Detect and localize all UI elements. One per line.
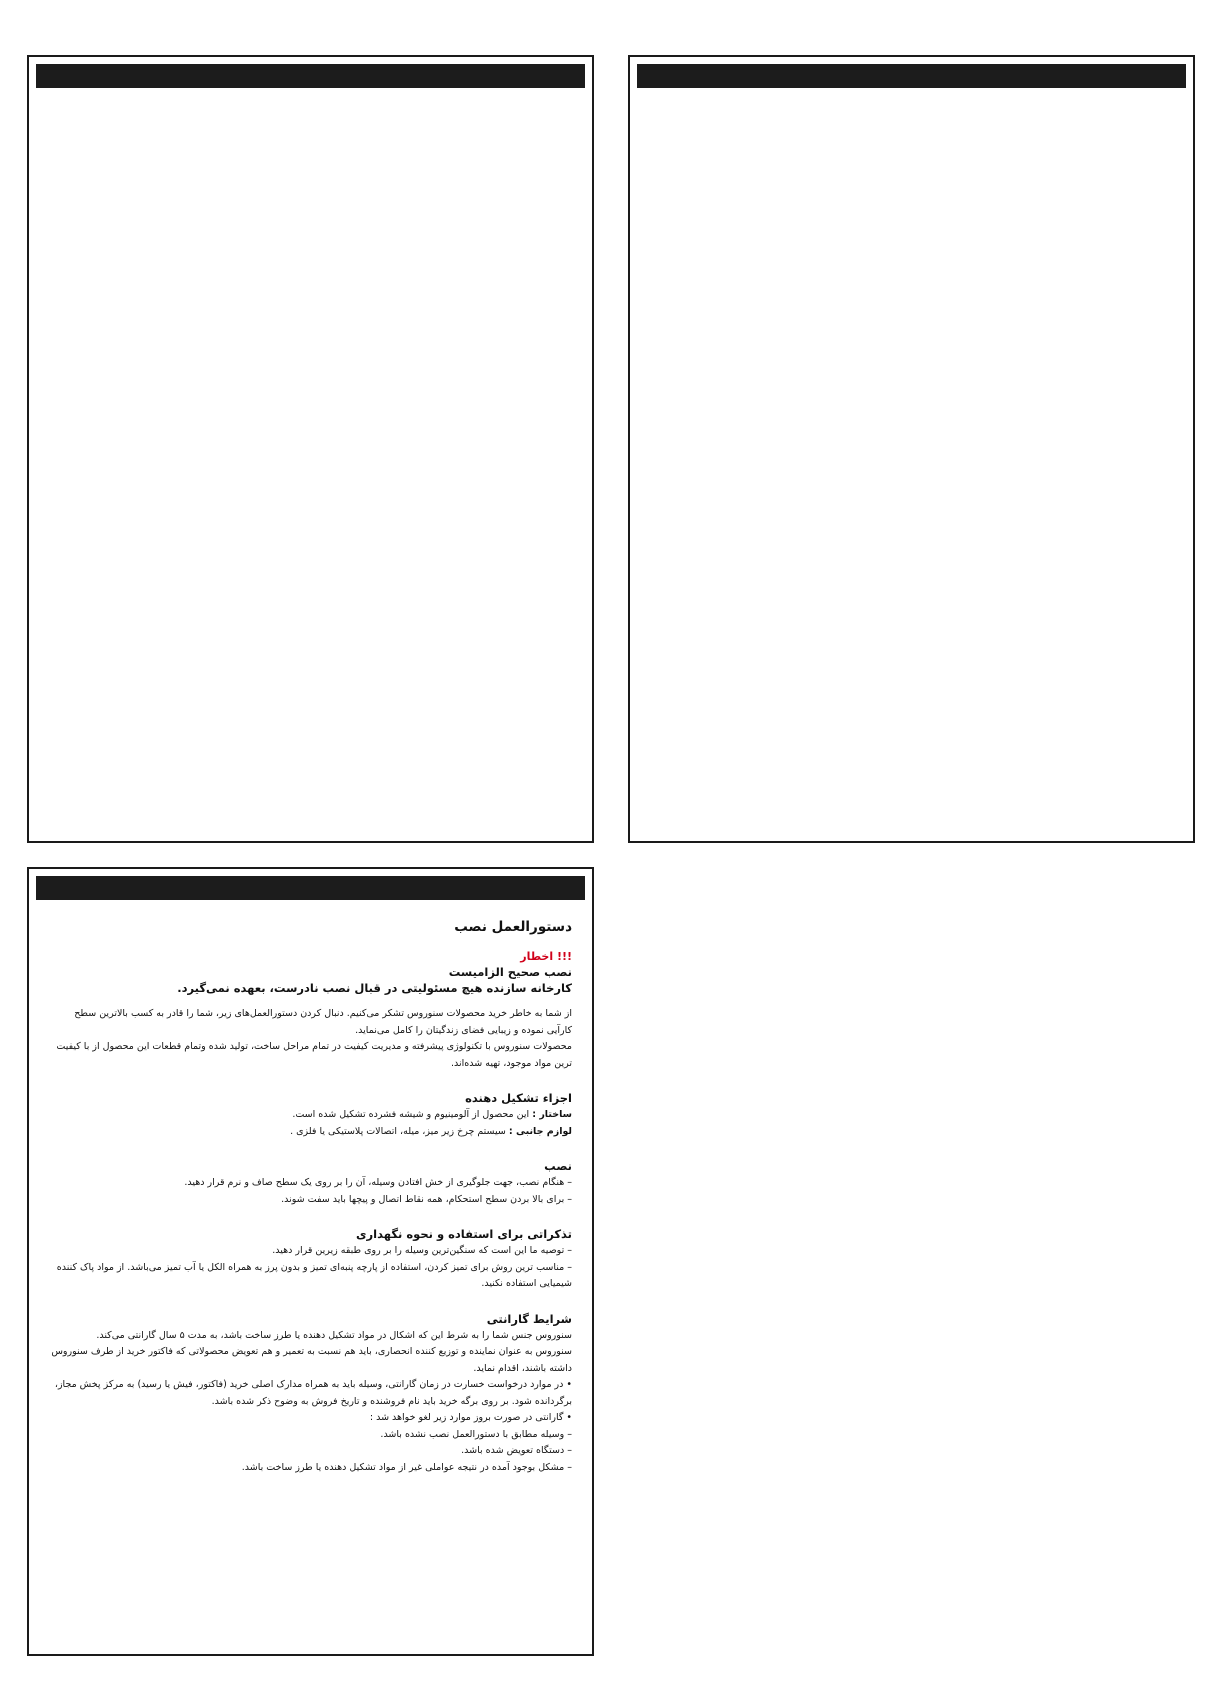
intro-paragraph-2: محصولات سنوروس با تکنولوژی پیشرفته و مدیریت کیفیت در تمام مراحل ساخت، تولید شده وتمام قطعات این محصول از با کیفیت ترین مواد موجود، تهیه شده‌اند. [56,1041,572,1069]
panel-header-bar [637,64,1186,88]
panel-header-bar [36,64,585,88]
components-title: اجزاء تشکیل دهنده [465,1091,572,1105]
manual-content [51,919,572,1476]
panel-header-bar [36,876,585,900]
structure-label: ساختار : [532,1109,572,1120]
warranty-item: • در موارد درخواست خسارت در زمان گارانتی، وسیله باید به همراه مدارک اصلی خرید (فاکتور، فیش یا رسید) به مرکز پخش مجاز، برگردانده شود. بر روی برگه خرید باید نام فروشنده و تاریخ فروش به وضوح ذکر شده باشد. [54,1379,572,1407]
manual-title: دستورالعمل نصب [454,919,572,935]
structure-text: این محصول از آلومینیوم و شیشه فشرده تشکیل شده است. [292,1109,530,1120]
care-item: – مناسب ترین روش برای تمیز کردن، استفاده از پارچه پنبه‌ای تمیز و بدون پرز به همراه الکل یا آب تمیز می‌باشد. از مواد پاک کننده شیمیایی استفاده نکنید. [56,1261,572,1289]
warranty-item: – دستگاه تعویض شده باشد. [461,1445,572,1456]
warranty-title: شرایط گارانتی [486,1311,572,1326]
warranty-item: سنوروس جنس شما را به شرط این که اشکال در مواد تشکیل دهنده یا طرز ساخت باشد، به مدت ۵ سال گارانتی می‌کند. [96,1329,572,1341]
care-item: – توصیه ما این است که سنگین‌ترین وسیله را بر روی طبقه زیرین قرار دهید. [272,1245,572,1256]
warranty-item: • گارانتی در صورت بروز موارد زیر لغو خواهد شد : [369,1412,572,1423]
warranty-item: سنوروس به عنوان نماینده و توزیع کننده انحصاری، باید هم نسبت به تعمیر و هم تعویض محصولاتی که فاکتور خرید از طرف سنوروس داشته باشند، اقدام نماید. [51,1346,572,1374]
accessories-text: سیستم چرخ زیر میز، میله، اتصالات پلاستیکی یا فلزی . [290,1125,506,1137]
accessories-label: لوازم جانبی : [508,1125,572,1137]
installation-item: – برای بالا بردن سطح استحکام، همه نقاط اتصال و پیچها باید سفت شوند. [281,1193,572,1205]
intro-paragraph-1: از شما به خاطر خرید محصولات سنوروس تشکر می‌کنیم. دنبال کردن دستورالعمل‌های زیر، شما را قادر به کسب بالاترین سطح کارآیی نموده و زیبایی فضای زندگیتان را کامل می‌نماید. [74,1008,572,1036]
installation-title: نصب [544,1159,572,1173]
components-accessories [51,1124,572,1141]
intro-section [51,1006,572,1072]
warranty-item: – مشکل بوجود آمده در نتیجه عواملی غیر از مواد تشکیل دهنده یا طرز ساخت باشد. [241,1461,572,1473]
warranty-item: – وسیله مطابق با دستورالعمل نصب نشده باشد. [380,1428,572,1440]
panel-top-right [628,55,1195,843]
warning-line-1: نصب صحیح الزامیست [448,965,572,979]
panel-installation-manual [27,867,594,1656]
components-structure [51,1107,572,1124]
installation-item: – هنگام نصب، جهت جلوگیری از خش افتادن وسیله، آن را بر روی یک سطح صاف و نرم قرار دهید. [184,1177,572,1188]
care-title: تذکراتی برای استفاده و نحوه نگهداری [356,1227,572,1241]
warning-line-2: کارخانه سازنده هیچ مسئولیتی در قبال نصب نادرست، بعهده نمی‌گیرد. [177,981,572,995]
panel-top-left [27,55,594,843]
warning-label: !!! اخطار [520,950,572,963]
